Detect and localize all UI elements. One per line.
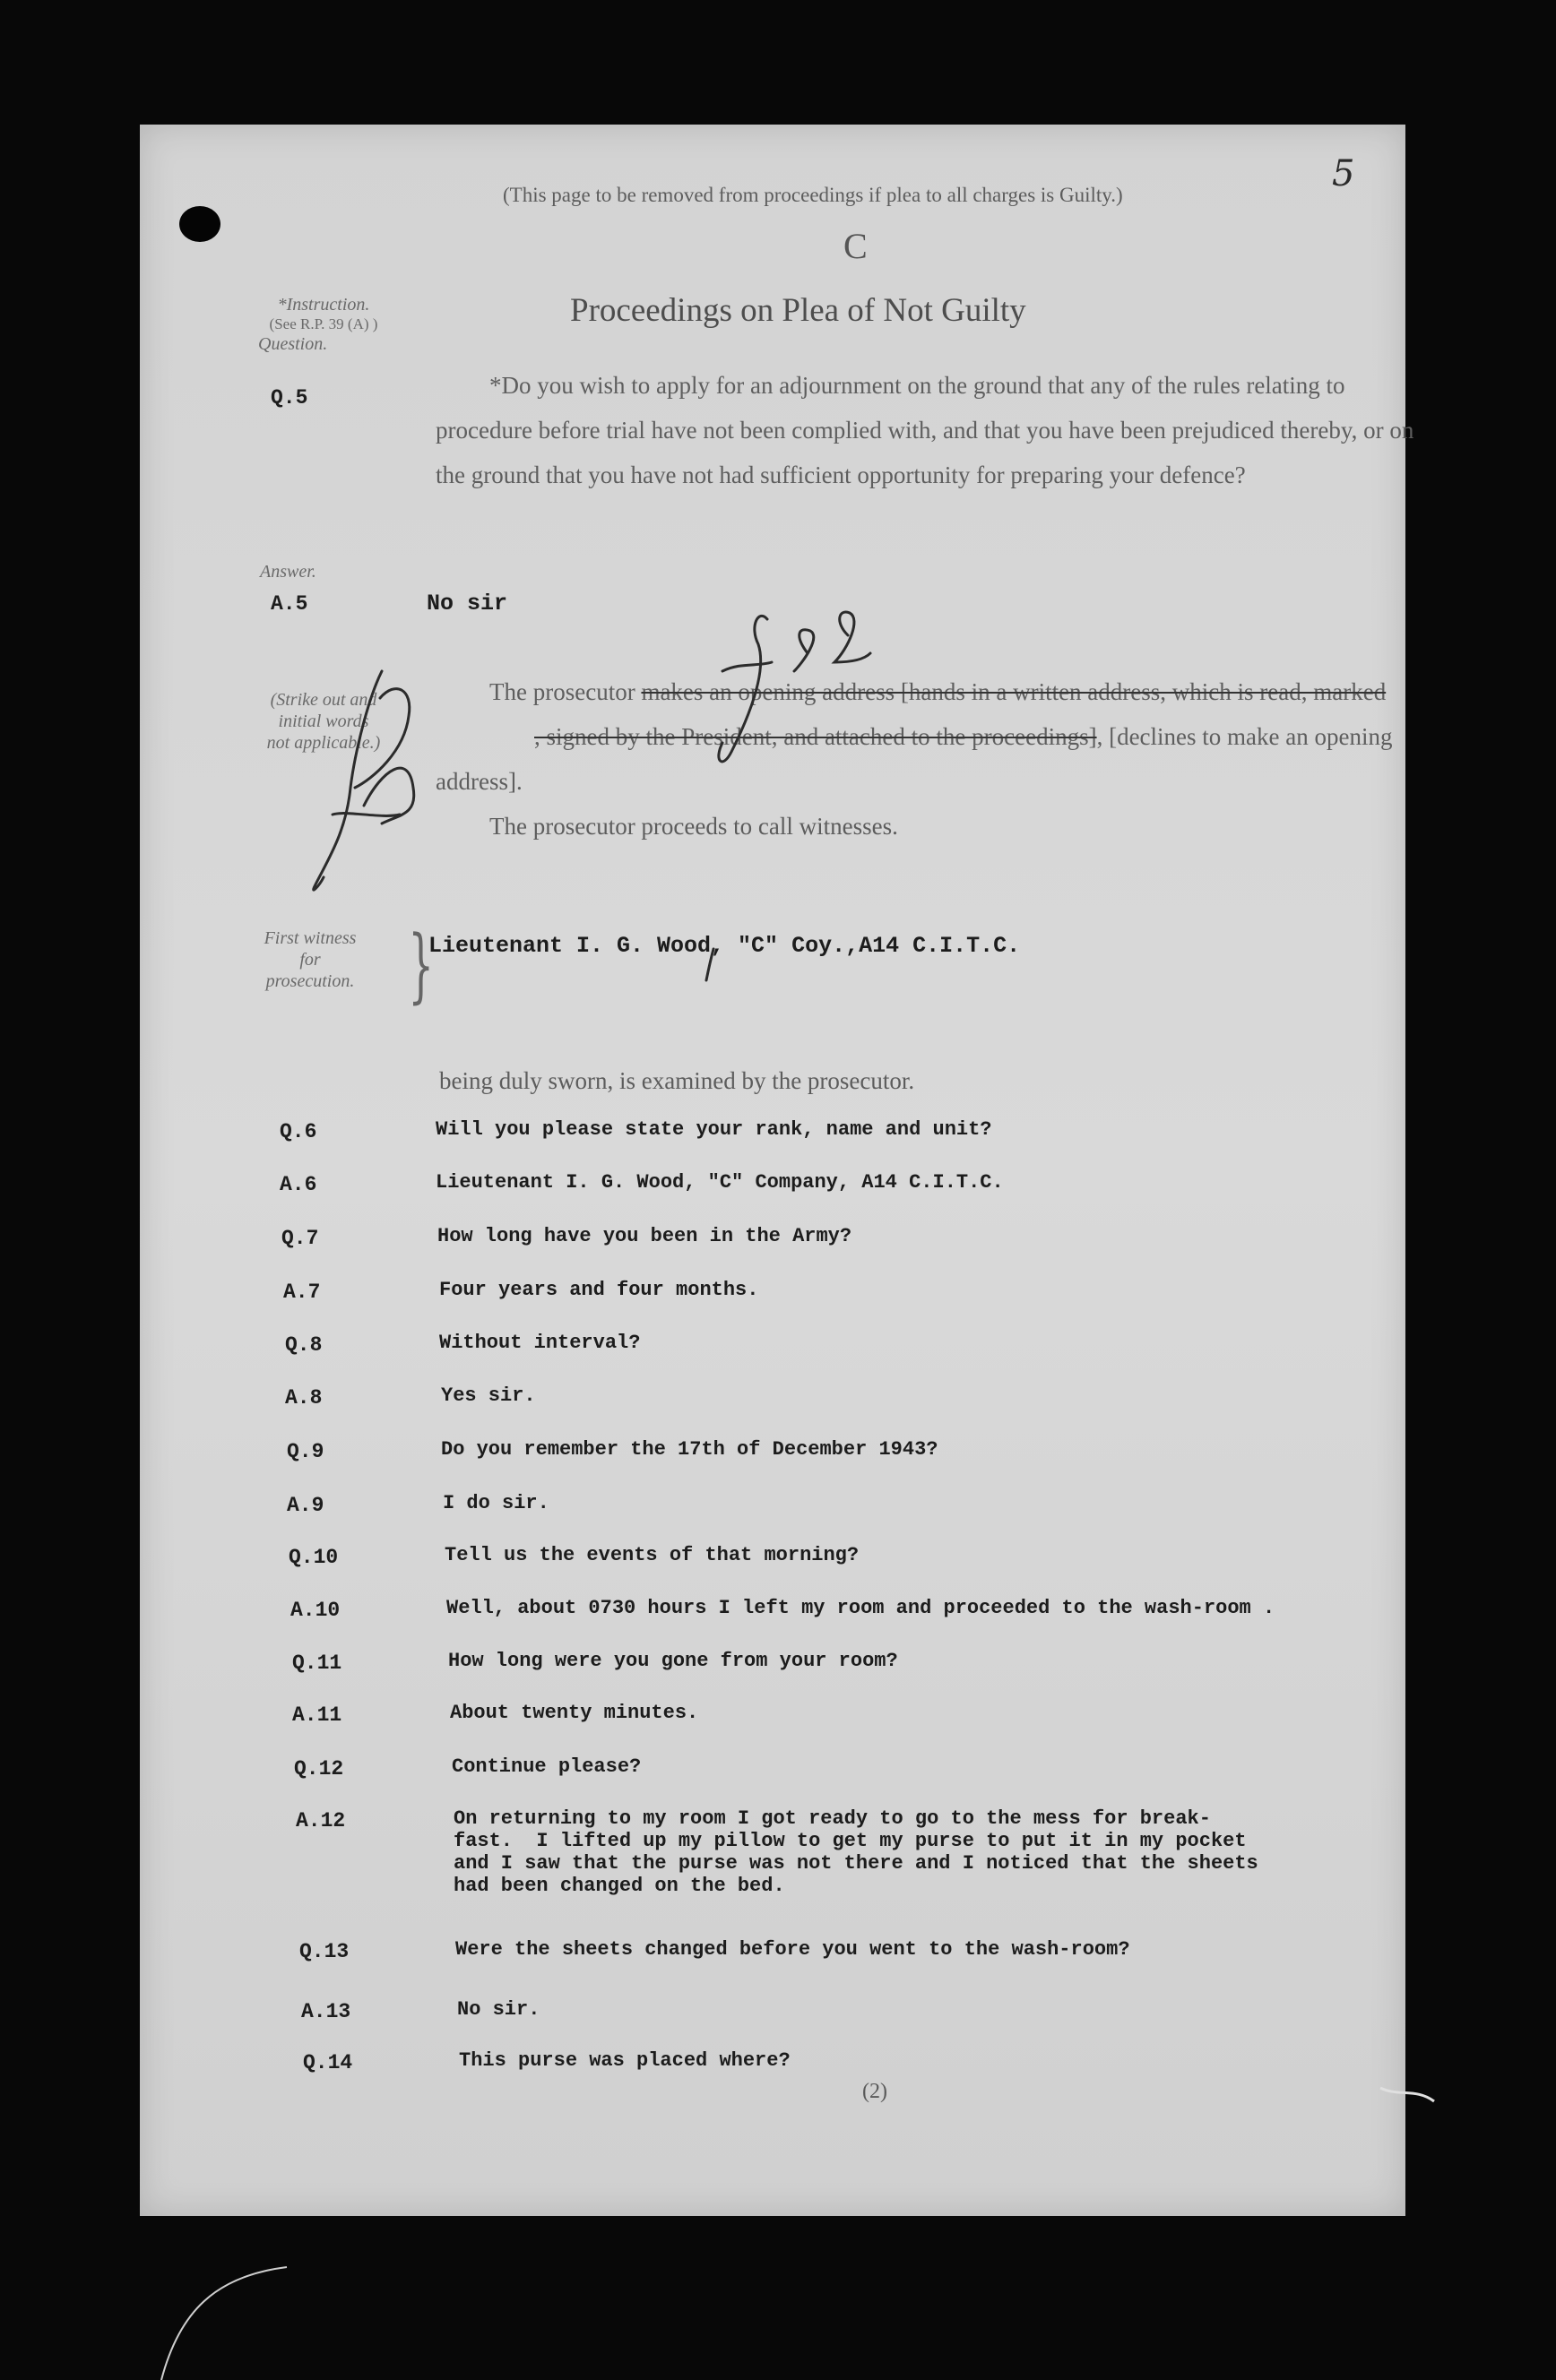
section-letter: C xyxy=(843,226,868,266)
qa-code: Q.9 xyxy=(287,1440,324,1463)
a5-answer-text: No sir xyxy=(427,591,508,617)
qa-answer-text: Well, about 0730 hours I left my room and proceeded to the wash-room . xyxy=(446,1597,1275,1619)
strike-out-note xyxy=(240,689,407,754)
handwritten-page-number: 5 xyxy=(1332,153,1355,194)
qa-code: A.13 xyxy=(301,2000,351,2023)
q5-question-text xyxy=(436,363,1439,497)
qa-code: A.8 xyxy=(285,1386,323,1410)
qa-question-text: This purse was placed where? xyxy=(459,2049,791,2072)
qa-question-text: How long were you gone from your room? xyxy=(448,1650,898,1672)
first-witness-line-2: for xyxy=(299,950,321,970)
qa-code: A.12 xyxy=(296,1809,346,1832)
instruction-note xyxy=(256,295,391,354)
qa-code: Q.8 xyxy=(285,1333,323,1357)
qa-question-text: How long have you been in the Army? xyxy=(437,1225,852,1247)
qa-code: Q.11 xyxy=(292,1651,342,1675)
qa-question-text: Continue please? xyxy=(452,1755,642,1778)
strike-out-line-1: (Strike out and xyxy=(270,690,377,710)
q5-question-body: *Do you wish to apply for an adjournment on the ground that any of the rules relating to procedure before trial have not been complied with, and that you have been prejudiced thereby, or on the ground that you have not had sufficient opportunity for preparing your defence? xyxy=(436,372,1414,488)
qa-code: Q.10 xyxy=(289,1546,339,1569)
qa-code: Q.13 xyxy=(299,1940,350,1963)
struck-opening-address: makes an opening address [hands in a written address, which is read, marked xyxy=(641,678,1387,705)
page-title: Proceedings on Plea of Not Guilty xyxy=(570,292,1026,329)
qa-code: Q.7 xyxy=(281,1227,319,1250)
strike-out-line-2: initial words xyxy=(278,711,369,731)
prosecutor-calls-witnesses: The prosecutor proceeds to call witnesses. xyxy=(489,813,898,840)
footer-page-number: (2) xyxy=(862,2080,887,2103)
qa-question-text: Will you please state your rank, name and unit? xyxy=(436,1118,992,1141)
first-witness-line-3: prosecution. xyxy=(265,971,355,991)
qa-answer-text: No sir. xyxy=(457,1998,540,2021)
a5-code: A.5 xyxy=(271,592,308,616)
duly-sworn-line: being duly sworn, is examined by the prosecutor. xyxy=(439,1067,915,1094)
removal-note: (This page to be removed from proceedings if plea to all charges is Guilty.) xyxy=(503,184,1123,206)
punch-hole xyxy=(179,206,220,242)
witness-name: Lieutenant I. G. Wood, "C" Coy.,A14 C.I.T.C. xyxy=(428,933,1021,959)
q5-code: Q.5 xyxy=(271,386,308,410)
struck-attached-clause: , signed by the President, and attached to the proceedings] xyxy=(534,723,1097,750)
qa-code: A.7 xyxy=(283,1281,321,1304)
declines-clause: , [declines to make an opening address]. xyxy=(436,723,1393,795)
qa-question-text: Tell us the events of that morning? xyxy=(445,1544,860,1566)
qa-code: Q.14 xyxy=(303,2051,353,2074)
qa-code: A.9 xyxy=(287,1494,324,1517)
first-witness-line-1: First witness xyxy=(264,928,357,948)
qa-question-text: Do you remember the 17th of December 1943? xyxy=(441,1438,938,1461)
question-label: Question. xyxy=(258,334,328,354)
strike-out-line-3: not applicable.) xyxy=(266,733,381,753)
qa-code: A.6 xyxy=(280,1173,317,1196)
prosecutor-paragraph xyxy=(436,669,1448,804)
instruction-reference: (See R.P. 39 (A) ) xyxy=(269,315,378,332)
qa-answer-text: About twenty minutes. xyxy=(450,1702,699,1724)
instruction-label: *Instruction. xyxy=(277,295,370,315)
qa-code: Q.6 xyxy=(280,1120,317,1143)
prosecutor-lead: The prosecutor xyxy=(489,678,635,705)
qa-question-text: Without interval? xyxy=(439,1332,641,1354)
first-witness-note xyxy=(247,927,373,992)
answer-label: Answer. xyxy=(260,562,316,582)
qa-answer-text: Four years and four months. xyxy=(439,1279,759,1301)
qa-code: A.11 xyxy=(292,1703,342,1727)
document-page xyxy=(140,125,1414,2216)
qa-answer-text: I do sir. xyxy=(443,1492,549,1514)
qa-code: Q.12 xyxy=(294,1757,344,1781)
qa-code: A.10 xyxy=(290,1599,341,1622)
qa-answer-text: On returning to my room I got ready to go to the mess for break- fast. I lifted up my pillow to get my purse to put it in my pocket and I saw that the purse was not there and I noticed that the sheets had been changed on the bed. xyxy=(454,1807,1258,1897)
qa-answer-text: Yes sir. xyxy=(441,1384,536,1407)
qa-answer-text: Lieutenant I. G. Wood, "C" Company, A14 C.I.T.C. xyxy=(436,1171,1004,1194)
brace-symbol: } xyxy=(408,918,434,1013)
qa-question-text: Were the sheets changed before you went to the wash-room? xyxy=(455,1938,1130,1961)
